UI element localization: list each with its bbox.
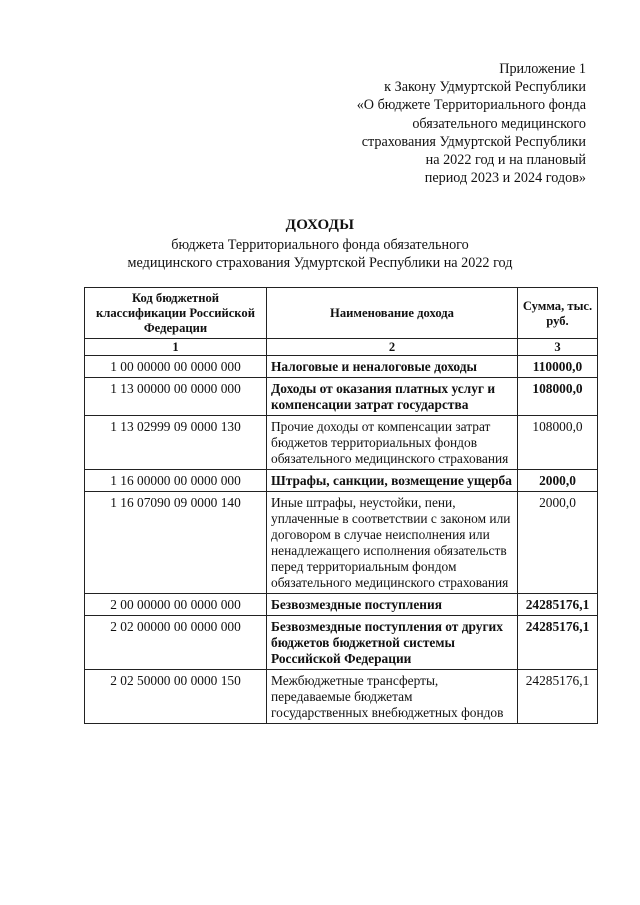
- table-row: [85, 670, 598, 724]
- income-table: [84, 287, 598, 724]
- name-cell: Налоговые и неналоговые доходы: [267, 356, 518, 378]
- sum-cell: 24285176,1: [518, 594, 598, 616]
- subtitle-line: бюджета Территориального фонда обязательного: [171, 237, 469, 253]
- table-row: [85, 616, 598, 670]
- table-row: [85, 378, 598, 416]
- name-cell: Прочие доходы от компенсации затрат бюджетов территориальных фондов обязательного медицинского страхования: [267, 416, 518, 470]
- appendix-line: «О бюджете Территориального фонда: [356, 97, 586, 114]
- name-cell: Доходы от оказания платных услуг и компенсации затрат государства: [267, 378, 518, 416]
- header-name: Наименование дохода: [267, 288, 518, 339]
- document-title: ДОХОДЫ: [285, 217, 355, 233]
- code-cell: 2 02 00000 00 0000 000: [85, 616, 267, 670]
- table-row: [85, 470, 598, 492]
- column-number: 1: [85, 339, 267, 356]
- appendix-header: [246, 60, 586, 187]
- table-row: [85, 594, 598, 616]
- sum-cell: 2000,0: [518, 492, 598, 594]
- name-cell: Безвозмездные поступления от других бюджетов бюджетной системы Российской Федерации: [267, 616, 518, 670]
- table-row: [85, 356, 598, 378]
- code-cell: 2 00 00000 00 0000 000: [85, 594, 267, 616]
- name-cell: Безвозмездные поступления: [267, 594, 518, 616]
- name-cell: Иные штрафы, неустойки, пени, уплаченные в соответствии с законом или договором в случае неисполнения или ненадлежащего исполнения обязательств перед территориальным фондом обязательного медицинского страхования: [267, 492, 518, 594]
- sum-cell: 24285176,1: [518, 670, 598, 724]
- code-cell: 2 02 50000 00 0000 150: [85, 670, 267, 724]
- sum-cell: 108000,0: [518, 416, 598, 470]
- code-cell: 1 16 00000 00 0000 000: [85, 470, 267, 492]
- name-cell: Межбюджетные трансферты, передаваемые бюджетам государственных внебюджетных фондов: [267, 670, 518, 724]
- sum-cell: 2000,0: [518, 470, 598, 492]
- table-row: [85, 416, 598, 470]
- code-cell: 1 13 02999 09 0000 130: [85, 416, 267, 470]
- header-sum: Сумма, тыс. руб.: [518, 288, 598, 339]
- sum-cell: 110000,0: [518, 356, 598, 378]
- sum-cell: 108000,0: [518, 378, 598, 416]
- document-subtitle: [60, 236, 580, 272]
- subtitle-line: медицинского страхования Удмуртской Республики на 2022 год: [127, 255, 513, 271]
- header-code: Код бюджетной классификации Российской Федерации: [85, 288, 267, 339]
- appendix-line: период 2023 и 2024 годов»: [424, 170, 586, 187]
- name-cell: Штрафы, санкции, возмещение ущерба: [267, 470, 518, 492]
- sum-cell: 24285176,1: [518, 616, 598, 670]
- code-cell: 1 13 00000 00 0000 000: [85, 378, 267, 416]
- appendix-line: страхования Удмуртской Республики: [361, 133, 586, 150]
- appendix-line: к Закону Удмуртской Республики: [384, 79, 586, 96]
- table-body: [85, 356, 598, 724]
- appendix-line: на 2022 год и на плановый: [425, 152, 586, 169]
- column-number: 2: [267, 339, 518, 356]
- column-number-row: [85, 339, 598, 356]
- column-number: 3: [518, 339, 598, 356]
- appendix-line: обязательного медицинского: [412, 115, 586, 132]
- table-header-row: [85, 288, 598, 339]
- code-cell: 1 16 07090 09 0000 140: [85, 492, 267, 594]
- appendix-line: Приложение 1: [499, 61, 586, 77]
- code-cell: 1 00 00000 00 0000 000: [85, 356, 267, 378]
- table-row: [85, 492, 598, 594]
